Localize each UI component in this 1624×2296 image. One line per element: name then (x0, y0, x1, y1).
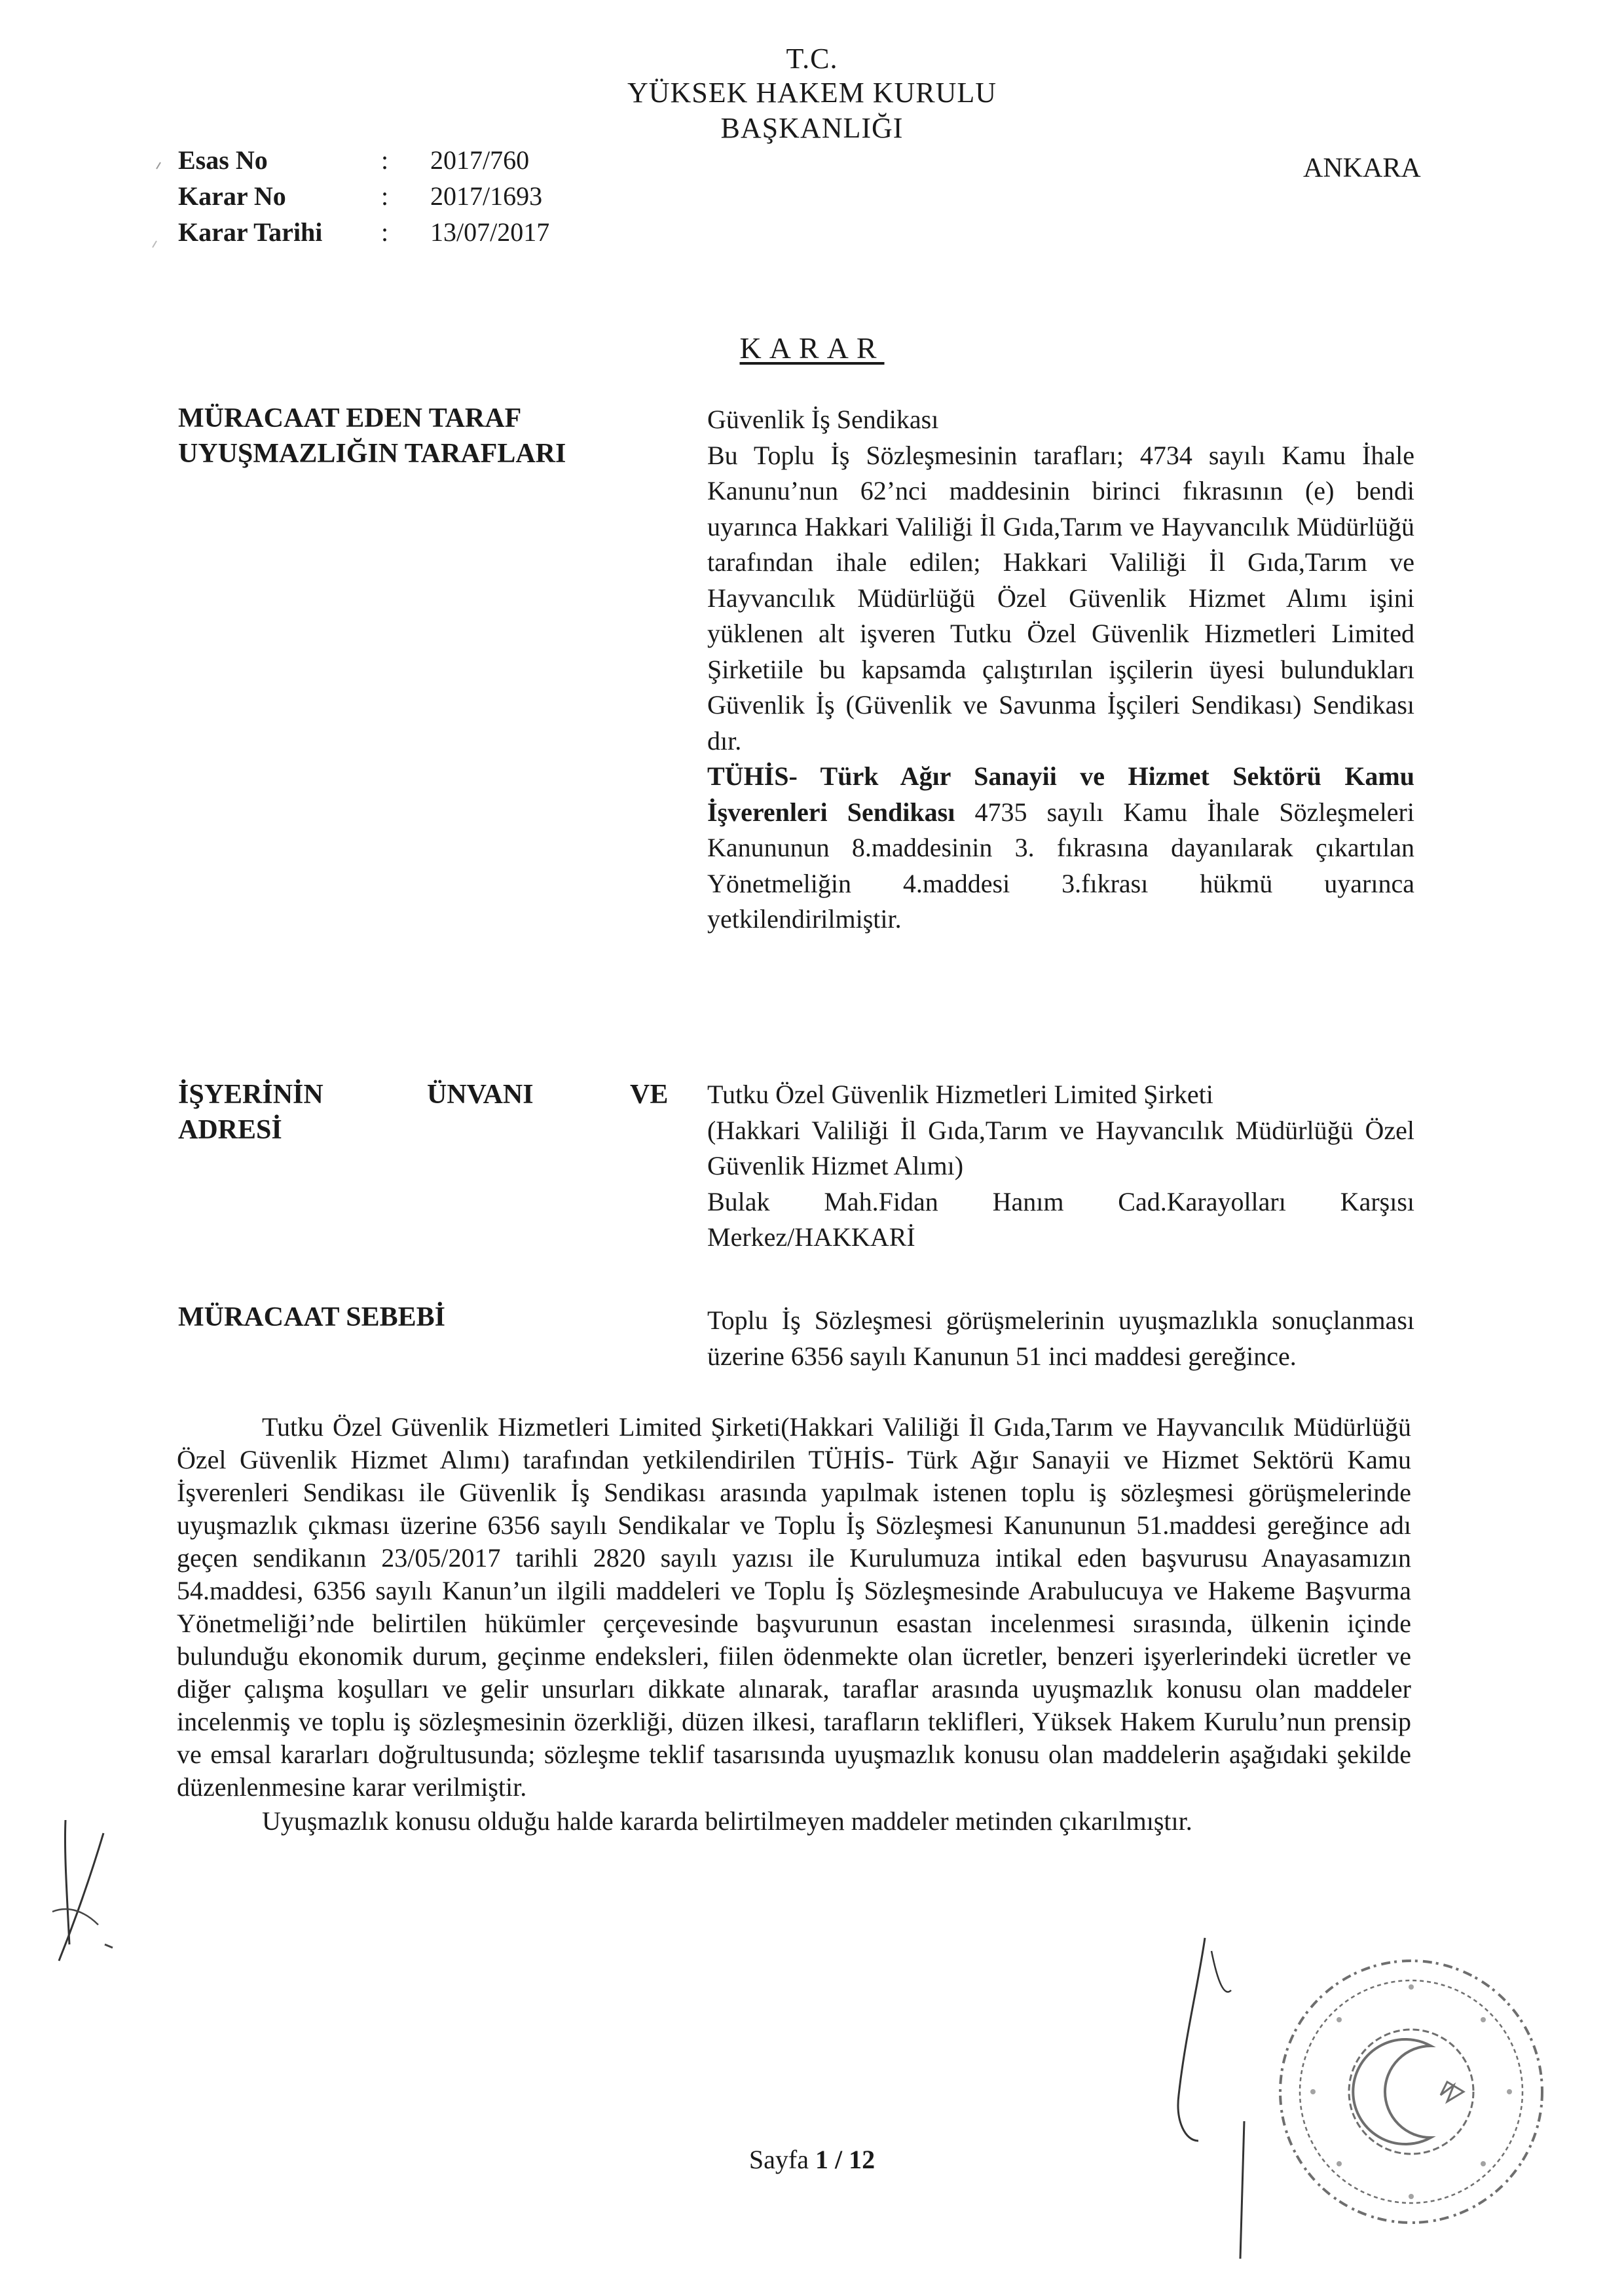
signature (1159, 1925, 1290, 2265)
official-seal-stamp (1267, 1948, 1555, 2236)
karar-colon: : (381, 181, 389, 211)
isyeri-label-word-3: VE (630, 1080, 669, 1110)
tuhis-text (707, 759, 1414, 938)
tuhis-name: TÜHİS- Türk Ağır Sanayii ve Hizmet Sektörü Kamu İşverenleri Sendikası (707, 761, 1414, 827)
isyeri-section (707, 1077, 1414, 1256)
sebep-value: Toplu İş Sözleşmesi görüşmelerinin uyuşmazlıkla sonuçlanması üzerine 6356 sayılı Kanunun 51 inci maddesi gereğince. (707, 1305, 1414, 1371)
sebep-label: MÜRACAAT SEBEBİ (178, 1302, 446, 1332)
isyeri-unit: (Hakkari Valiliği İl Gıda,Tarım ve Hayvancılık Müdürlüğü Özel Güvenlik Hizmet Alımı) (707, 1115, 1414, 1180)
sebep-section (707, 1303, 1414, 1374)
document-title: KARAR (739, 331, 885, 365)
taraflar-label: UYUŞMAZLIĞIN TARAFLARI (178, 439, 566, 469)
tarih-colon: : (381, 217, 389, 247)
header-tc: T.C. (786, 43, 838, 75)
tuhis-rest: 4735 sayılı Kamu İhale Sözleşmeleri Kanununun 8.maddesinin 3. fıkrasına dayanılarak çıkartılan Yönetmeliğin 4.maddesi 3.fıkrası hükmü uyarınca yetkilendirilmiştir. (707, 797, 1414, 934)
muracaat-eden-label: MÜRACAAT EDEN TARAF (178, 403, 522, 433)
tarih-value: 13/07/2017 (430, 217, 550, 247)
page-number: 1 / 12 (815, 2145, 876, 2174)
isyeri-label-word-2: ÜNVANI (427, 1080, 534, 1110)
taraflar-text: Bu Toplu İş Sözleşmesinin tarafları; 4734 sayılı Kamu İhale Kanunu’nun 62’nci maddesinin birinci fıkrasının (e) bendi uyarınca Hakkari Valiliği İl Gıda,Tarım ve Hayvancılık Müdürlüğü tarafından ihale edilen; Hakkari Valiliği İl Gıda,Tarım ve Hayvancılık Müdürlüğü Özel Güvenlik Hizmet Alımı işini yüklenen alt işveren Tutku Özel Güvenlik Hizmetleri Limited Şirketiile bu kapsamda çalıştırılan işçilerin üyesi bulundukları Güvenlik İş (Güvenlik ve Savunma İşçileri Sendikası) Sendikası dır. (707, 440, 1414, 756)
karar-value: 2017/1693 (430, 181, 543, 211)
muracaat-eden-value: Güvenlik İş Sendikası (707, 405, 939, 434)
body-paragraph-1: Tutku Özel Güvenlik Hizmetleri Limited Şirketi(Hakkari Valiliği İl Gıda,Tarım ve Hayvancılık Müdürlüğü Özel Güvenlik Hizmet Alımı) tarafından yetkilendirilen TÜHİS- Türk Ağır Sanayii ve Hizmet Sektörü Kamu İşverenleri Sendikası ile Güvenlik İş Sendikası arasında yapılmak istenen toplu iş sözleşmesi görüşmelerinde uyuşmazlık çıkması üzerine 6356 sayılı Sendikalar ve Toplu İş Sözleşmesi Kanununun 51.maddesi gereğince adı geçen sendikanın 23/05/2017 tarihli 2820 sayılı yazısı ile Kurulumuza intikal eden başvurusu Anayasamızın 54.maddesi, 6356 sayılı Kanun’un ilgili maddeleri ve Toplu İş Sözleşmesinde Arabulucuya ve Hakeme Başvurma Yönetmeliği’nde belirtilen hükümler çerçevesinde başvurunun esastan incelenmesi sırasında, ülkenin içinde bulunduğu ekonomik durum, geçinme endeksleri, fiilen ödenmekte olan ücretler, benzeri işyerlerindeki ücretler ve diğer çalışma koşulları ve gelir unsurları dikkate alınarak, taraflar arasında uyuşmazlık konusu olan maddeler incelenmiş ve toplu iş sözleşmesinin özerkliği, düzen ilkesi, tarafların teklifleri, Yüksek Hakem Kurulu’nun prensip ve emsal kararları doğrultusunda; sözleşme teklif tasarısında uyuşmazlık konusu olan maddelerin aşağıdaki şekilde düzenlenmesine karar verilmiştir. (177, 1412, 1411, 1802)
isyeri-address: Bulak Mah.Fidan Hanım Cad.Karayolları Karşısı Merkez/HAKKARİ (707, 1186, 1414, 1252)
margin-tick-mark (147, 157, 174, 249)
decision-body (177, 1411, 1411, 1838)
header-institution: YÜKSEK HAKEM KURULU (627, 77, 997, 109)
case-meta (178, 143, 637, 254)
isyeri-company: Tutku Özel Güvenlik Hizmetleri Limited Şirketi (707, 1080, 1213, 1109)
esas-colon: : (381, 145, 389, 175)
margin-initial-signature (39, 1813, 118, 1971)
karar-label: Karar No (178, 181, 286, 211)
esas-label: Esas No (178, 145, 268, 175)
header-office: BAŞKANLIĞI (720, 112, 904, 144)
body-paragraph-2: Uyuşmazlık konusu olduğu halde kararda belirtilmeyen maddeler metinden çıkarılmıştır. (262, 1806, 1192, 1836)
esas-row (178, 143, 637, 178)
isyeri-label (178, 1077, 682, 1149)
karar-row (178, 179, 637, 214)
tarih-label: Karar Tarihi (178, 217, 323, 247)
isyeri-label-word-1: İŞYERİNİN (178, 1080, 323, 1110)
city: ANKARA (1303, 153, 1421, 183)
taraflar-section (707, 402, 1414, 938)
isyeri-label-word-4: ADRESİ (178, 1115, 282, 1145)
page-prefix: Sayfa (748, 2145, 815, 2174)
page-footer (0, 2144, 1624, 2175)
tarih-row (178, 215, 637, 250)
esas-value: 2017/760 (430, 145, 530, 175)
